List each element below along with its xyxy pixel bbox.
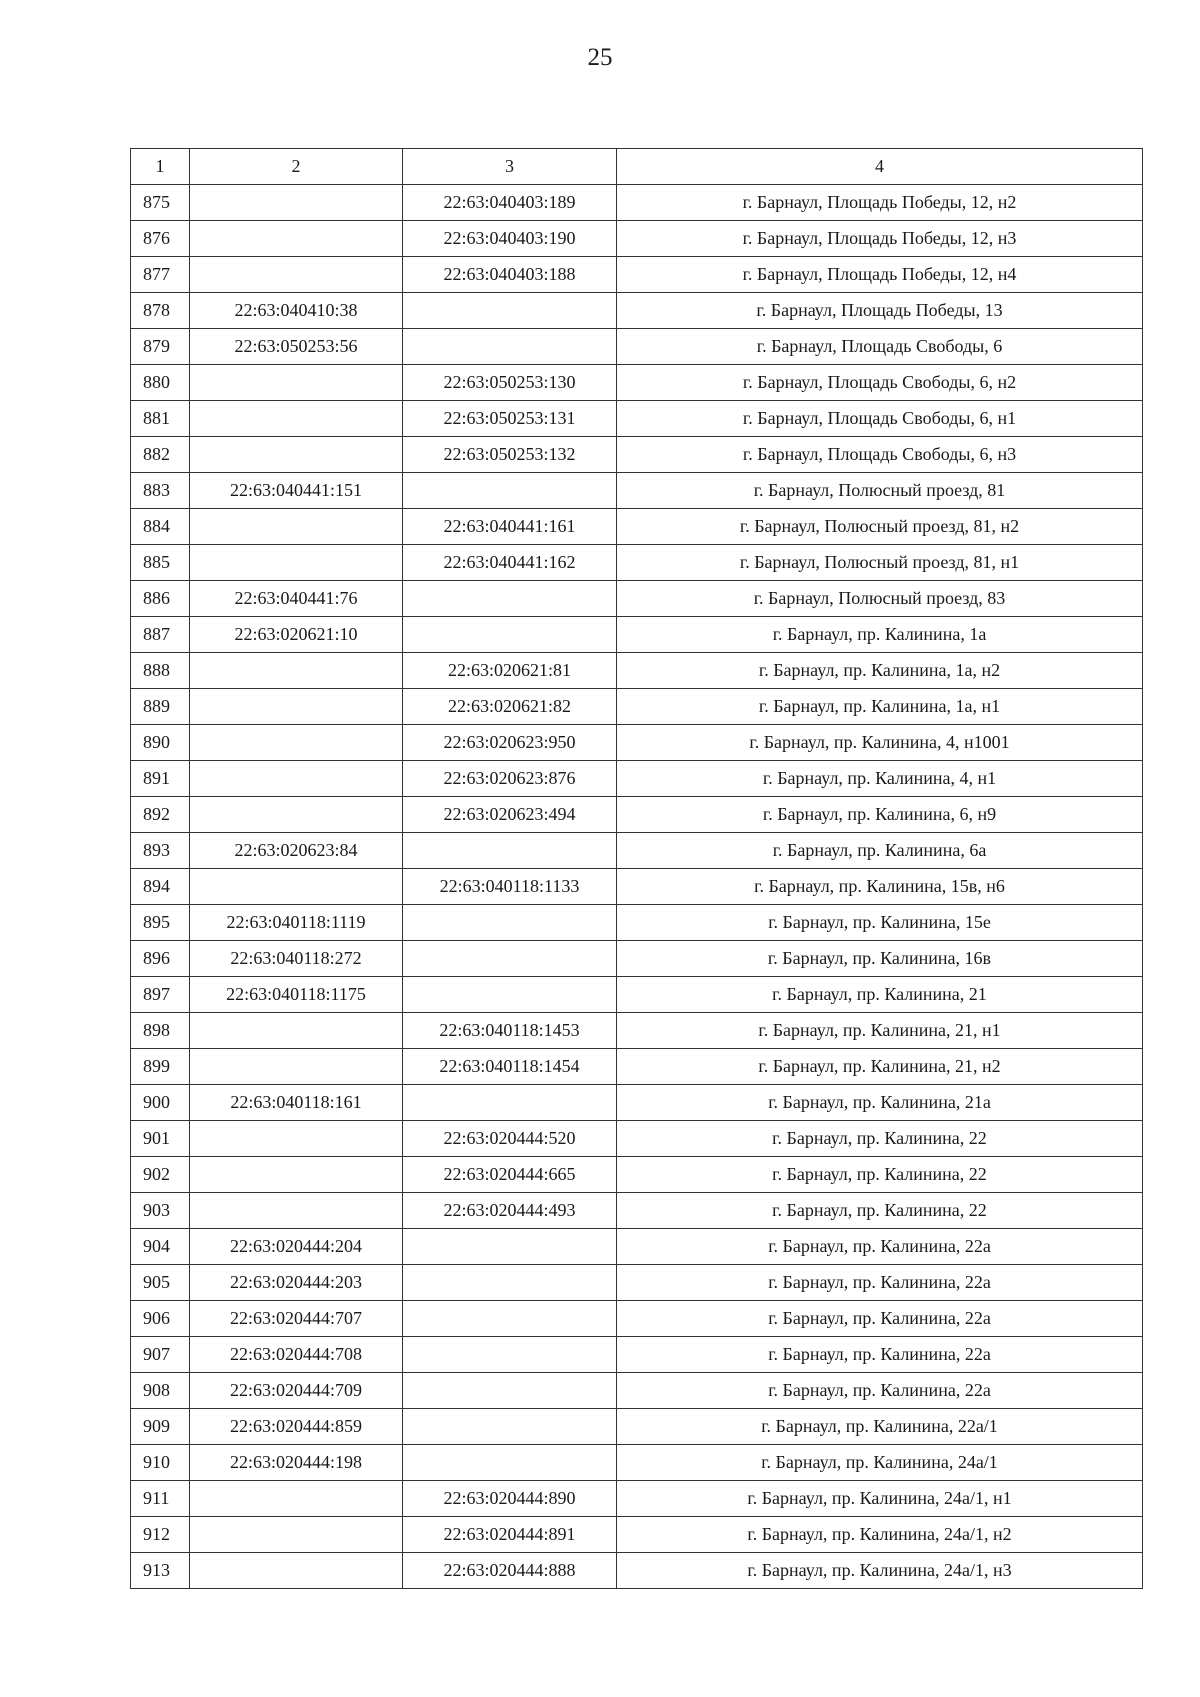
address-cell: г. Барнаул, Площадь Свободы, 6, н2: [617, 365, 1143, 401]
property-registry-table: [130, 148, 1143, 1589]
building-cadastral-number-cell: 22:63:040403:188: [403, 257, 617, 293]
table-row: [131, 221, 1143, 257]
table-row: [131, 1049, 1143, 1085]
table-row: [131, 1157, 1143, 1193]
building-cadastral-number-cell: [403, 833, 617, 869]
address-cell: г. Барнаул, пр. Калинина, 22: [617, 1121, 1143, 1157]
column-header-2: 2: [190, 149, 403, 185]
address-cell: г. Барнаул, Площадь Свободы, 6, н1: [617, 401, 1143, 437]
row-number-cell: 899: [131, 1049, 190, 1085]
building-cadastral-number-cell: [403, 941, 617, 977]
row-number-cell: 881: [131, 401, 190, 437]
building-cadastral-number-cell: 22:63:020444:520: [403, 1121, 617, 1157]
row-number-cell: 909: [131, 1409, 190, 1445]
column-header-1: 1: [131, 149, 190, 185]
address-cell: г. Барнаул, Полюсный проезд, 81, н2: [617, 509, 1143, 545]
address-cell: г. Барнаул, пр. Калинина, 22а: [617, 1337, 1143, 1373]
address-cell: г. Барнаул, пр. Калинина, 21а: [617, 1085, 1143, 1121]
table-row: [131, 689, 1143, 725]
address-cell: г. Барнаул, пр. Калинина, 4, н1: [617, 761, 1143, 797]
row-number-cell: 904: [131, 1229, 190, 1265]
table-row: [131, 1337, 1143, 1373]
row-number-cell: 877: [131, 257, 190, 293]
table-row: [131, 653, 1143, 689]
row-number-cell: 879: [131, 329, 190, 365]
column-header-4: 4: [617, 149, 1143, 185]
building-cadastral-number-cell: 22:63:020444:493: [403, 1193, 617, 1229]
row-number-cell: 875: [131, 185, 190, 221]
table-row: [131, 1229, 1143, 1265]
building-cadastral-number-cell: [403, 1229, 617, 1265]
land-cadastral-number-cell: 22:63:020444:709: [190, 1373, 403, 1409]
land-cadastral-number-cell: 22:63:040118:1119: [190, 905, 403, 941]
table-row: [131, 833, 1143, 869]
row-number-cell: 905: [131, 1265, 190, 1301]
table-row: [131, 1409, 1143, 1445]
land-cadastral-number-cell: 22:63:020623:84: [190, 833, 403, 869]
row-number-cell: 892: [131, 797, 190, 833]
land-cadastral-number-cell: 22:63:020444:708: [190, 1337, 403, 1373]
building-cadastral-number-cell: [403, 1445, 617, 1481]
row-number-cell: 895: [131, 905, 190, 941]
address-cell: г. Барнаул, пр. Калинина, 21: [617, 977, 1143, 1013]
address-cell: г. Барнаул, пр. Калинина, 21, н1: [617, 1013, 1143, 1049]
land-cadastral-number-cell: [190, 365, 403, 401]
address-cell: г. Барнаул, Полюсный проезд, 81: [617, 473, 1143, 509]
table-row: [131, 1265, 1143, 1301]
row-number-cell: 897: [131, 977, 190, 1013]
building-cadastral-number-cell: [403, 329, 617, 365]
row-number-cell: 888: [131, 653, 190, 689]
row-number-cell: 907: [131, 1337, 190, 1373]
table-row: [131, 329, 1143, 365]
address-cell: г. Барнаул, пр. Калинина, 22а: [617, 1229, 1143, 1265]
land-cadastral-number-cell: 22:63:040118:1175: [190, 977, 403, 1013]
table-row: [131, 1085, 1143, 1121]
building-cadastral-number-cell: 22:63:020621:81: [403, 653, 617, 689]
address-cell: г. Барнаул, пр. Калинина, 21, н2: [617, 1049, 1143, 1085]
land-cadastral-number-cell: [190, 725, 403, 761]
table-row: [131, 1121, 1143, 1157]
table-row: [131, 941, 1143, 977]
land-cadastral-number-cell: [190, 401, 403, 437]
address-cell: г. Барнаул, пр. Калинина, 24а/1, н2: [617, 1517, 1143, 1553]
table-row: [131, 1193, 1143, 1229]
building-cadastral-number-cell: 22:63:020623:950: [403, 725, 617, 761]
land-cadastral-number-cell: [190, 257, 403, 293]
land-cadastral-number-cell: [190, 1157, 403, 1193]
address-cell: г. Барнаул, пр. Калинина, 16в: [617, 941, 1143, 977]
address-cell: г. Барнаул, Полюсный проезд, 83: [617, 581, 1143, 617]
address-cell: г. Барнаул, Площадь Победы, 12, н2: [617, 185, 1143, 221]
row-number-cell: 882: [131, 437, 190, 473]
building-cadastral-number-cell: 22:63:040441:161: [403, 509, 617, 545]
table-row: [131, 797, 1143, 833]
building-cadastral-number-cell: [403, 1373, 617, 1409]
address-cell: г. Барнаул, пр. Калинина, 24а/1: [617, 1445, 1143, 1481]
address-cell: г. Барнаул, Площадь Свободы, 6: [617, 329, 1143, 365]
land-cadastral-number-cell: [190, 1121, 403, 1157]
row-number-cell: 901: [131, 1121, 190, 1157]
land-cadastral-number-cell: 22:63:020444:707: [190, 1301, 403, 1337]
building-cadastral-number-cell: 22:63:040403:189: [403, 185, 617, 221]
page-number: 25: [587, 44, 613, 71]
land-cadastral-number-cell: 22:63:040441:76: [190, 581, 403, 617]
table-row: [131, 509, 1143, 545]
building-cadastral-number-cell: 22:63:020444:888: [403, 1553, 617, 1589]
address-cell: г. Барнаул, пр. Калинина, 22: [617, 1157, 1143, 1193]
table-row: [131, 257, 1143, 293]
row-number-cell: 883: [131, 473, 190, 509]
building-cadastral-number-cell: 22:63:020623:494: [403, 797, 617, 833]
building-cadastral-number-cell: 22:63:040118:1133: [403, 869, 617, 905]
column-header-3: 3: [403, 149, 617, 185]
building-cadastral-number-cell: [403, 1409, 617, 1445]
address-cell: г. Барнаул, пр. Калинина, 6, н9: [617, 797, 1143, 833]
table-row: [131, 869, 1143, 905]
address-cell: г. Барнаул, Полюсный проезд, 81, н1: [617, 545, 1143, 581]
building-cadastral-number-cell: [403, 1265, 617, 1301]
address-cell: г. Барнаул, пр. Калинина, 24а/1, н1: [617, 1481, 1143, 1517]
row-number-cell: 876: [131, 221, 190, 257]
building-cadastral-number-cell: [403, 1337, 617, 1373]
row-number-cell: 912: [131, 1517, 190, 1553]
land-cadastral-number-cell: [190, 689, 403, 725]
table-row: [131, 1301, 1143, 1337]
row-number-cell: 908: [131, 1373, 190, 1409]
table-row: [131, 617, 1143, 653]
land-cadastral-number-cell: 22:63:020444:198: [190, 1445, 403, 1481]
land-cadastral-number-cell: 22:63:020444:203: [190, 1265, 403, 1301]
address-cell: г. Барнаул, пр. Калинина, 22а: [617, 1301, 1143, 1337]
building-cadastral-number-cell: [403, 1085, 617, 1121]
row-number-cell: 891: [131, 761, 190, 797]
row-number-cell: 884: [131, 509, 190, 545]
building-cadastral-number-cell: [403, 293, 617, 329]
table-row: [131, 1553, 1143, 1589]
address-cell: г. Барнаул, пр. Калинина, 1а, н2: [617, 653, 1143, 689]
table-row: [131, 545, 1143, 581]
building-cadastral-number-cell: 22:63:020444:890: [403, 1481, 617, 1517]
building-cadastral-number-cell: 22:63:020623:876: [403, 761, 617, 797]
address-cell: г. Барнаул, пр. Калинина, 1а: [617, 617, 1143, 653]
row-number-cell: 880: [131, 365, 190, 401]
building-cadastral-number-cell: 22:63:020621:82: [403, 689, 617, 725]
table-header-row: [131, 149, 1143, 185]
land-cadastral-number-cell: [190, 761, 403, 797]
address-cell: г. Барнаул, пр. Калинина, 22а: [617, 1265, 1143, 1301]
building-cadastral-number-cell: [403, 617, 617, 653]
table-row: [131, 401, 1143, 437]
row-number-cell: 902: [131, 1157, 190, 1193]
land-cadastral-number-cell: 22:63:040410:38: [190, 293, 403, 329]
row-number-cell: 894: [131, 869, 190, 905]
land-cadastral-number-cell: 22:63:040441:151: [190, 473, 403, 509]
row-number-cell: 885: [131, 545, 190, 581]
building-cadastral-number-cell: 22:63:040118:1454: [403, 1049, 617, 1085]
building-cadastral-number-cell: 22:63:050253:131: [403, 401, 617, 437]
land-cadastral-number-cell: 22:63:050253:56: [190, 329, 403, 365]
row-number-cell: 911: [131, 1481, 190, 1517]
row-number-cell: 900: [131, 1085, 190, 1121]
building-cadastral-number-cell: [403, 905, 617, 941]
building-cadastral-number-cell: 22:63:050253:132: [403, 437, 617, 473]
land-cadastral-number-cell: [190, 653, 403, 689]
land-cadastral-number-cell: [190, 545, 403, 581]
building-cadastral-number-cell: 22:63:040403:190: [403, 221, 617, 257]
table-row: [131, 1445, 1143, 1481]
table-row: [131, 1373, 1143, 1409]
row-number-cell: 898: [131, 1013, 190, 1049]
address-cell: г. Барнаул, пр. Калинина, 15е: [617, 905, 1143, 941]
table-row: [131, 905, 1143, 941]
land-cadastral-number-cell: 22:63:040118:161: [190, 1085, 403, 1121]
row-number-cell: 887: [131, 617, 190, 653]
address-cell: г. Барнаул, пр. Калинина, 15в, н6: [617, 869, 1143, 905]
land-cadastral-number-cell: [190, 797, 403, 833]
address-cell: г. Барнаул, Площадь Победы, 12, н4: [617, 257, 1143, 293]
address-cell: г. Барнаул, пр. Калинина, 6а: [617, 833, 1143, 869]
land-cadastral-number-cell: [190, 1553, 403, 1589]
table-row: [131, 1481, 1143, 1517]
address-cell: г. Барнаул, пр. Калинина, 22а: [617, 1373, 1143, 1409]
land-cadastral-number-cell: [190, 1481, 403, 1517]
land-cadastral-number-cell: [190, 1517, 403, 1553]
building-cadastral-number-cell: [403, 977, 617, 1013]
row-number-cell: 913: [131, 1553, 190, 1589]
table-row: [131, 581, 1143, 617]
land-cadastral-number-cell: [190, 185, 403, 221]
land-cadastral-number-cell: 22:63:040118:272: [190, 941, 403, 977]
building-cadastral-number-cell: 22:63:040441:162: [403, 545, 617, 581]
table-row: [131, 473, 1143, 509]
row-number-cell: 890: [131, 725, 190, 761]
land-cadastral-number-cell: [190, 869, 403, 905]
land-cadastral-number-cell: [190, 1013, 403, 1049]
table-row: [131, 1013, 1143, 1049]
building-cadastral-number-cell: 22:63:020444:665: [403, 1157, 617, 1193]
land-cadastral-number-cell: [190, 437, 403, 473]
building-cadastral-number-cell: 22:63:040118:1453: [403, 1013, 617, 1049]
row-number-cell: 896: [131, 941, 190, 977]
building-cadastral-number-cell: [403, 581, 617, 617]
land-cadastral-number-cell: 22:63:020444:204: [190, 1229, 403, 1265]
land-cadastral-number-cell: [190, 221, 403, 257]
table-row: [131, 725, 1143, 761]
table-row: [131, 977, 1143, 1013]
building-cadastral-number-cell: 22:63:050253:130: [403, 365, 617, 401]
building-cadastral-number-cell: [403, 473, 617, 509]
land-cadastral-number-cell: 22:63:020444:859: [190, 1409, 403, 1445]
land-cadastral-number-cell: [190, 509, 403, 545]
row-number-cell: 893: [131, 833, 190, 869]
land-cadastral-number-cell: 22:63:020621:10: [190, 617, 403, 653]
address-cell: г. Барнаул, пр. Калинина, 4, н1001: [617, 725, 1143, 761]
land-cadastral-number-cell: [190, 1193, 403, 1229]
building-cadastral-number-cell: [403, 1301, 617, 1337]
row-number-cell: 906: [131, 1301, 190, 1337]
row-number-cell: 903: [131, 1193, 190, 1229]
table-body: [131, 185, 1143, 1589]
table-row: [131, 1517, 1143, 1553]
address-cell: г. Барнаул, Площадь Победы, 12, н3: [617, 221, 1143, 257]
address-cell: г. Барнаул, пр. Калинина, 22а/1: [617, 1409, 1143, 1445]
table-row: [131, 365, 1143, 401]
table-row: [131, 293, 1143, 329]
building-cadastral-number-cell: 22:63:020444:891: [403, 1517, 617, 1553]
address-cell: г. Барнаул, пр. Калинина, 22: [617, 1193, 1143, 1229]
table-row: [131, 185, 1143, 221]
row-number-cell: 886: [131, 581, 190, 617]
address-cell: г. Барнаул, пр. Калинина, 1а, н1: [617, 689, 1143, 725]
address-cell: г. Барнаул, пр. Калинина, 24а/1, н3: [617, 1553, 1143, 1589]
address-cell: г. Барнаул, Площадь Свободы, 6, н3: [617, 437, 1143, 473]
land-cadastral-number-cell: [190, 1049, 403, 1085]
address-cell: г. Барнаул, Площадь Победы, 13: [617, 293, 1143, 329]
row-number-cell: 878: [131, 293, 190, 329]
table-row: [131, 761, 1143, 797]
row-number-cell: 889: [131, 689, 190, 725]
table-row: [131, 437, 1143, 473]
row-number-cell: 910: [131, 1445, 190, 1481]
